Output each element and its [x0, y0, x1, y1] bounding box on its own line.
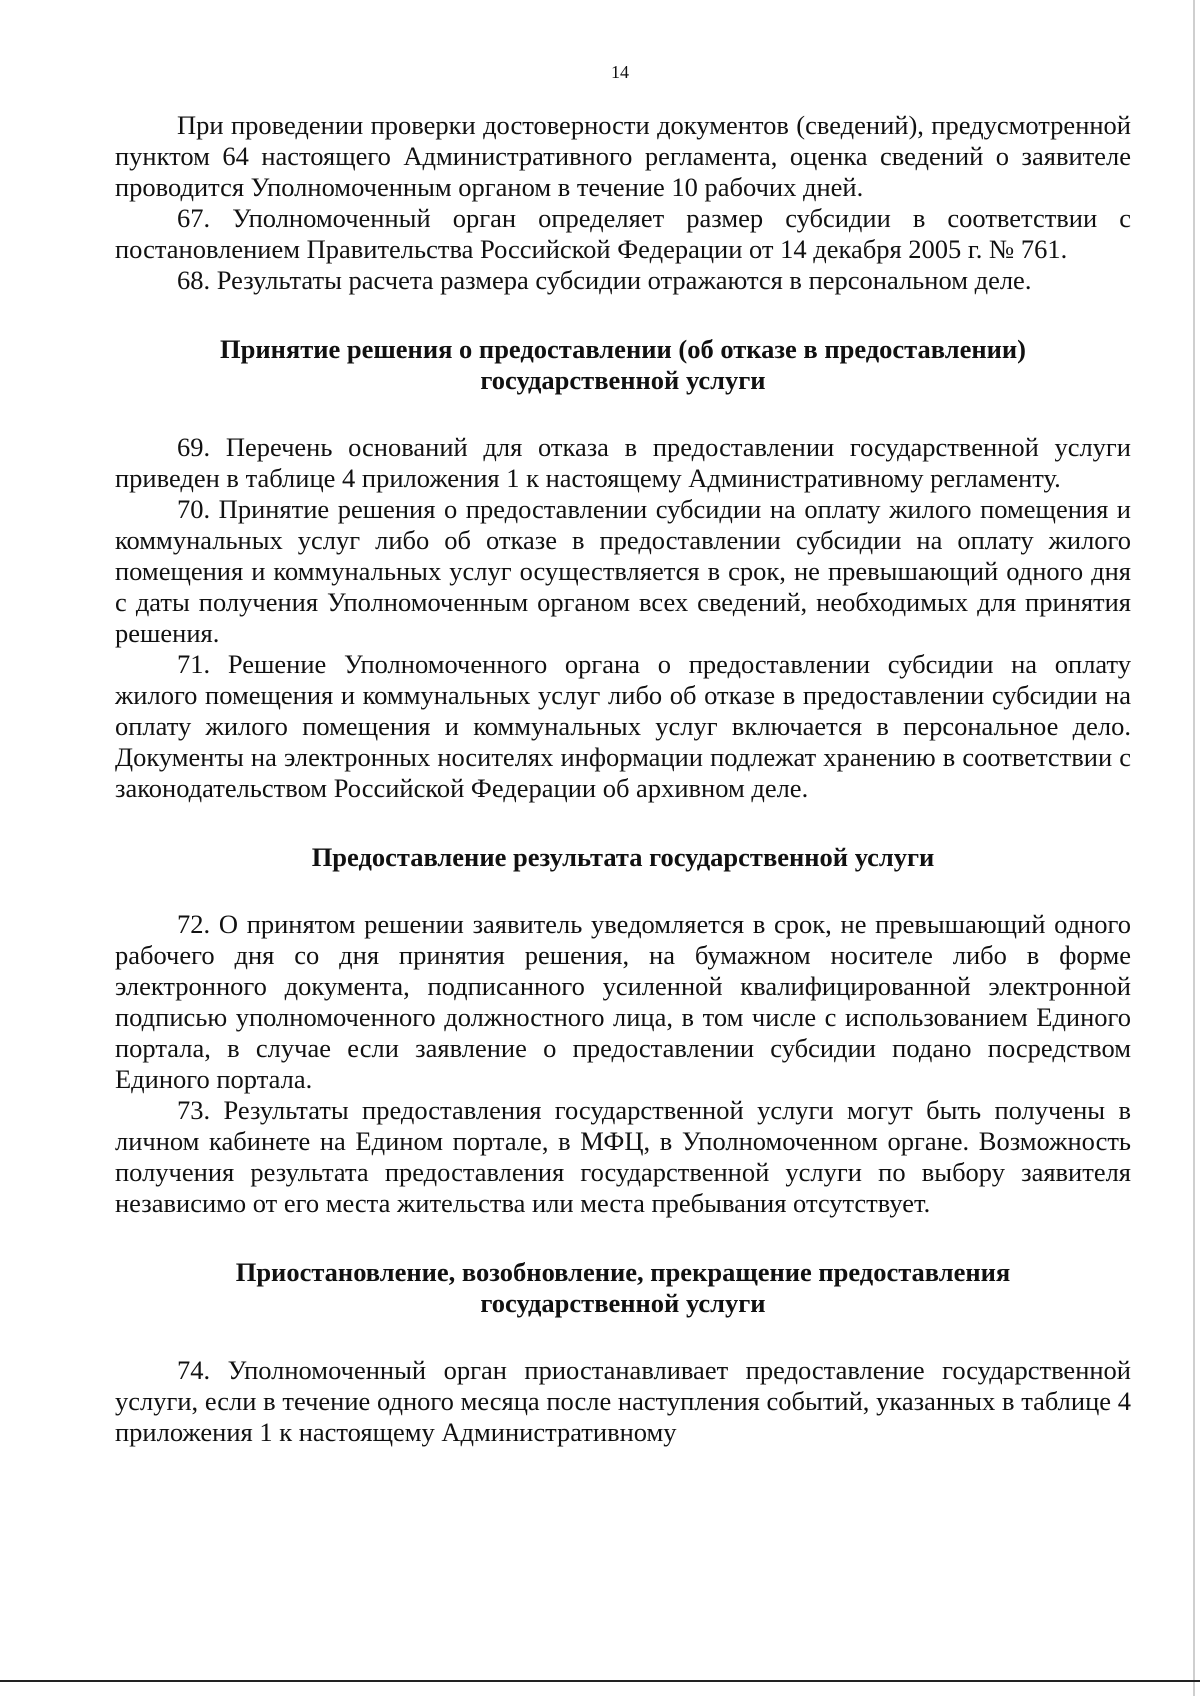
paragraph-73: 73. Результаты предоставления государственной услуги могут быть получены в личном кабинете на Едином портале, в МФЦ, в Уполномоченном органе. Возможность получения результата предоставления государственной услуги по выбору заявителя независимо от его места жительства или места пребывания отсутствует.	[115, 1095, 1131, 1218]
paragraph-70: 70. Принятие решения о предоставлении субсидии на оплату жилого помещения и коммунальных услуг либо об отказе в предоставлении субсидии на оплату жилого помещения и коммунальных услуг осуществляется в срок, не превышающий одного дня с даты получения Уполномоченным органом всех сведений, необходимых для принятия решения.	[115, 494, 1131, 648]
section-heading-line: Принятие решения о предоставлении (об отказе в предоставлении)	[220, 334, 1026, 364]
document-body	[115, 110, 1131, 1448]
section-heading-line: государственной услуги	[480, 1288, 766, 1318]
section-heading-line: Предоставление результата государственной услуги	[311, 842, 935, 872]
section-heading-suspension	[115, 1257, 1131, 1319]
paragraph-74: 74. Уполномоченный орган приостанавливает предоставление государственной услуги, если в течение одного месяца после наступления событий, указанных в таблице 4 приложения 1 к настоящему Административному	[115, 1355, 1131, 1447]
section-heading-line: Приостановление, возобновление, прекращение предоставления	[235, 1257, 1011, 1287]
page-number: 14	[611, 62, 629, 82]
scan-edge-line	[1193, 0, 1195, 1696]
paragraph-72: 72. О принятом решении заявитель уведомляется в срок, не превышающий одного рабочего дня со дня принятия решения, на бумажном носителе либо в форме электронного документа, подписанного усиленной квалифицированной электронной подписью уполномоченного должностного лица, в том числе с использованием Единого портала, в случае если заявление о предоставлении субсидии подано посредством Единого портала.	[115, 909, 1131, 1094]
section-heading-decision	[115, 334, 1131, 396]
paragraph-69: 69. Перечень оснований для отказа в предоставлении государственной услуги приведен в таблице 4 приложения 1 к настоящему Административному регламенту.	[115, 432, 1131, 493]
paragraph-68: 68. Результаты расчета размера субсидии отражаются в персональном деле.	[177, 265, 1032, 295]
scan-bottom-line	[0, 1680, 1200, 1682]
paragraph-67: 67. Уполномоченный орган определяет размер субсидии в соответствии с постановлением Правительства Российской Федерации от 14 декабря 2005 г. № 761.	[115, 203, 1131, 264]
section-heading-line: государственной услуги	[480, 365, 766, 395]
paragraph-71: 71. Решение Уполномоченного органа о предоставлении субсидии на оплату жилого помещения и коммунальных услуг либо об отказе в предоставлении субсидии на оплату жилого помещения и коммунальных услуг включается в персональное дело. Документы на электронных носителях информации подлежат хранению в соответствии с законодательством Российской Федерации об архивном деле.	[115, 649, 1131, 803]
paragraph-66-continuation: При проведении проверки достоверности документов (сведений), предусмотренной пунктом 64 настоящего Административного регламента, оценка сведений о заявителе проводится Уполномоченным органом в течение 10 рабочих дней.	[115, 110, 1131, 202]
section-heading-result	[115, 842, 1131, 873]
